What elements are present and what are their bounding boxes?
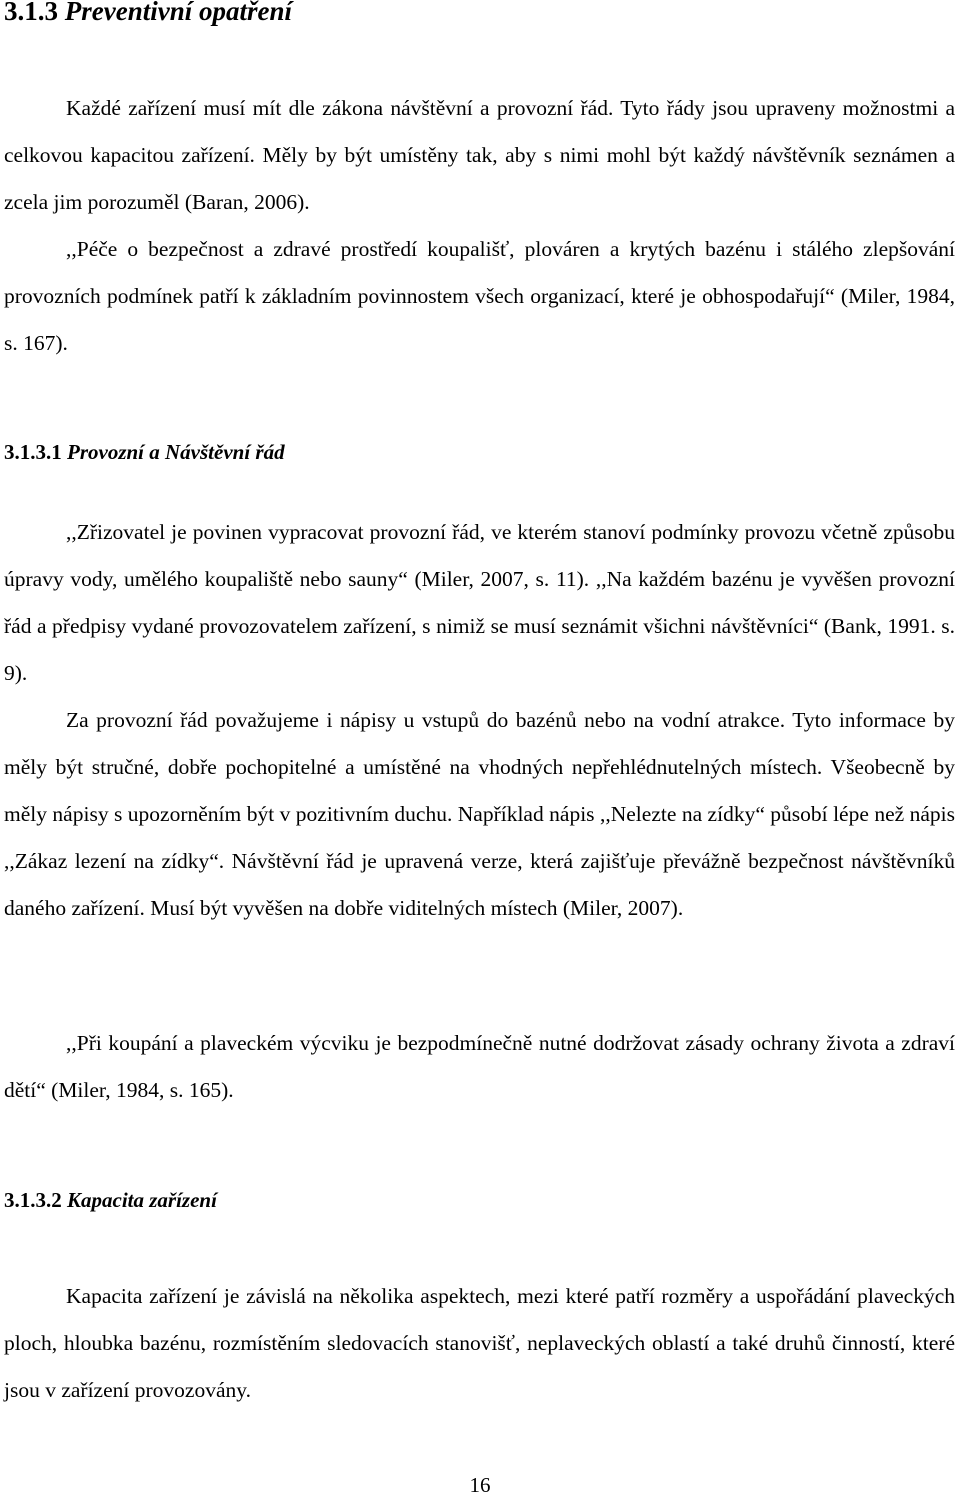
- subsection-heading-capacity: [4, 1188, 217, 1213]
- subsection-title: Provozní a Návštěvní řád: [67, 440, 285, 464]
- section-number: 3.1.3: [4, 0, 58, 26]
- section-title: Preventivní opatření: [64, 0, 292, 26]
- paragraph-quote-care: ,,Péče o bezpečnost a zdravé prostředí koupališť, plováren a krytých bazénu i stálého zlepšování provozních podmínek patří k základním povinnostem všech organizací, které je obhospodařují“ (Miler, 1984, s. 167).: [4, 237, 955, 355]
- section-heading: [4, 0, 292, 27]
- paragraph-operating-rules: ,,Zřizovatel je povinen vypracovat provozní řád, ve kterém stanoví podmínky provozu včetně způsobu úpravy vody, umělého koupaliště nebo sauny“ (Miler, 2007, s. 11). ,,Na každém bazénu je vyvěšen provozní řád a předpisy vydané provozovatelem zařízení, s nimiž se musí seznámit všichni návštěvníci“ (Bank, 1991. s. 9).: [4, 520, 955, 685]
- page-number: 16: [469, 1473, 491, 1497]
- subsection-heading-rules: [4, 440, 285, 465]
- paragraph-capacity: Kapacita zařízení je závislá na několika aspektech, mezi které patří rozměry a uspořádání plaveckých ploch, hloubka bazénu, rozmístěním sledovacích stanovišť, neplaveckých oblastí a také druhů činností, které jsou v zařízení provozovány.: [4, 1284, 955, 1402]
- subsection-number: 3.1.3.1: [4, 440, 62, 464]
- subsection-title: Kapacita zařízení: [67, 1188, 217, 1212]
- subsection-number: 3.1.3.2: [4, 1188, 62, 1212]
- paragraph-intro: Každé zařízení musí mít dle zákona návštěvní a provozní řád. Tyto řády jsou upraveny možnostmi a celkovou kapacitou zařízení. Měly by být umístěny tak, aby s nimi mohl být každý návštěvník seznámen a zcela jim porozuměl (Baran, 2006).: [4, 96, 955, 214]
- paragraph-signs: Za provozní řád považujeme i nápisy u vstupů do bazénů nebo na vodní atrakce. Tyto informace by měly být stručné, dobře pochopitelné a umístěné na vhodných nepřehlédnutelných místech. Všeobecně by měly nápisy s upozorněním být v pozitivním duchu. Například nápis ,,Nelezte na zídky“ působí lépe než nápis ,,Zákaz lezení na zídky“. Návštěvní řád je upravená verze, která zajišťuje převážně bezpečnost návštěvníků daného zařízení. Musí být vyvěšen na dobře viditelných místech (Miler, 2007).: [4, 708, 955, 920]
- paragraph-quote-safety: ,,Při koupání a plaveckém výcviku je bezpodmínečně nutné dodržovat zásady ochrany života a zdraví dětí“ (Miler, 1984, s. 165).: [4, 1031, 955, 1102]
